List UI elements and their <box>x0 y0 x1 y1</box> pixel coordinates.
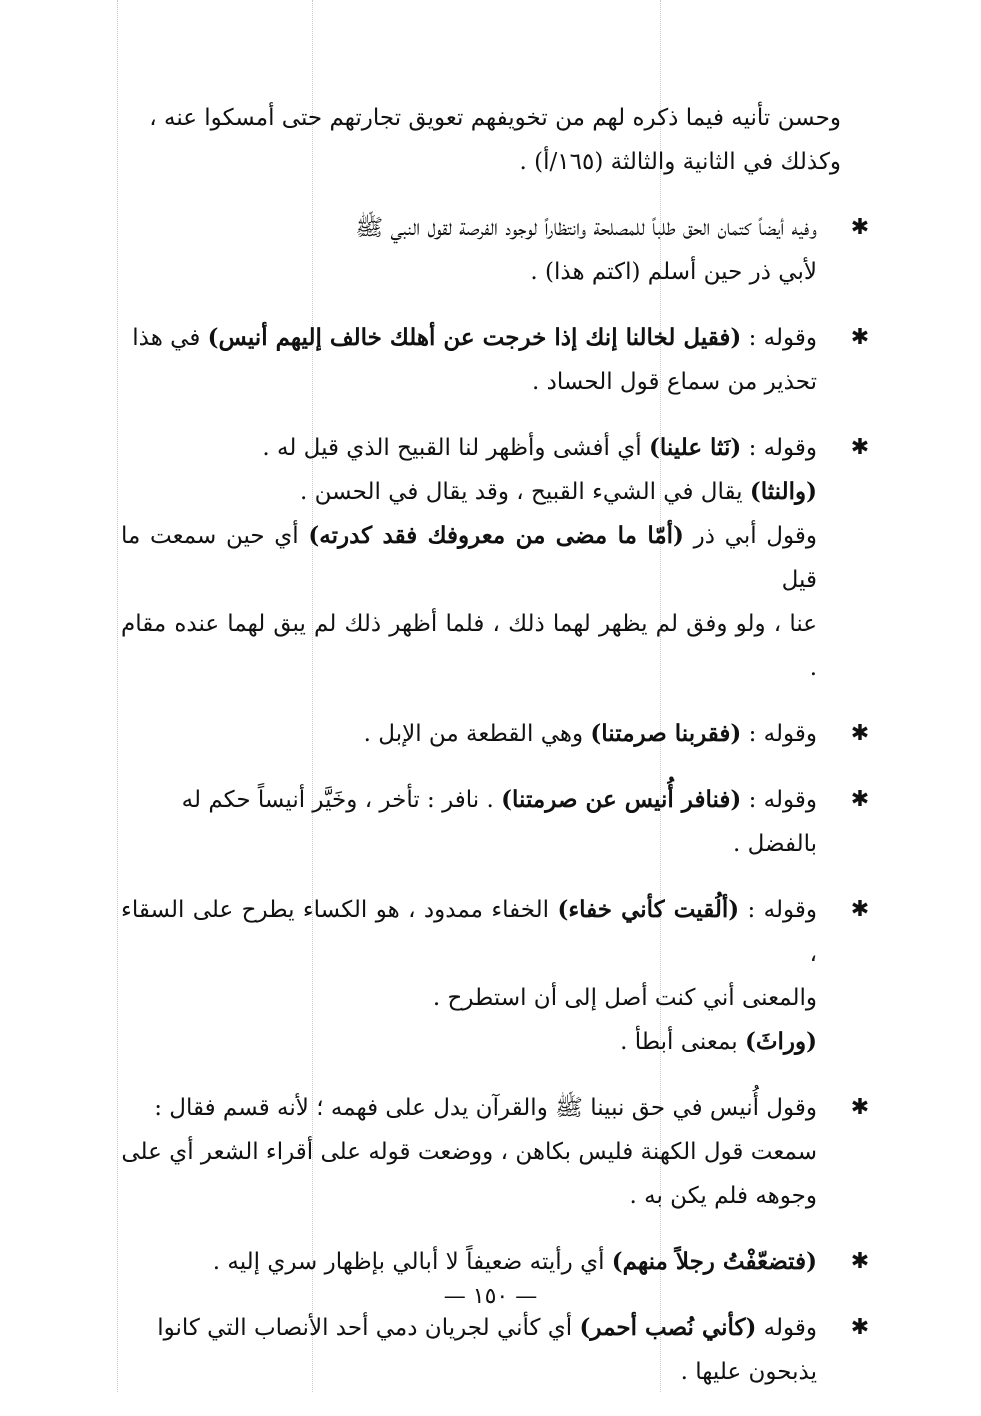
quoted-hadith-text: (والنثا) <box>749 478 817 505</box>
text-run: وقوله : <box>741 325 817 351</box>
scan-guide-line <box>117 0 118 1392</box>
quoted-hadith-text: (فقربنا صرمتنا) <box>590 720 742 747</box>
quoted-hadith-text: (نَثا علينا) <box>648 434 742 461</box>
text-line: لأبي ذر حين أسلم (اكتم هذا) . <box>530 259 817 285</box>
asterisk-bullet-icon: ✱ <box>850 787 870 812</box>
text-line <box>121 712 817 756</box>
text-run: وقول أبي ذر <box>683 523 817 549</box>
text-run: أي كأني لجريان دمي أحد الأنصاب التي كانوا <box>157 1315 580 1341</box>
paragraph <box>121 206 870 294</box>
text-run: وهي القطعة من الإبل . <box>363 721 591 747</box>
quoted-hadith-text: (فنافر أُنيس عن صرمتنا) <box>501 786 742 813</box>
paragraph <box>121 1306 870 1394</box>
text-run: في هذا <box>132 325 208 351</box>
text-run: أي حين سمعت ما قيل <box>121 523 817 593</box>
asterisk-bullet-icon: ✱ <box>850 325 870 350</box>
paragraph <box>121 1240 870 1284</box>
quoted-hadith-text: (كأني نُصب أحمر) <box>579 1314 757 1341</box>
paragraph <box>121 96 841 184</box>
paragraph <box>121 316 870 404</box>
quoted-hadith-text: (وراثَ) <box>744 1028 817 1055</box>
text-line: يذبحون عليها . <box>680 1359 817 1385</box>
text-line: تحذير من سماع قول الحساد . <box>531 369 817 395</box>
text-line: سمعت قول الكهنة فليس بكاهن ، ووضعت قوله على أقراء الشعر أي على <box>121 1139 817 1165</box>
asterisk-bullet-icon: ✱ <box>850 897 870 922</box>
asterisk-bullet-icon: ✱ <box>850 1249 870 1274</box>
text-run: . نافر : تأخر ، وخَيَّر أنيساً حكم له <box>181 787 502 813</box>
text-line: وجوهه فلم يكن به . <box>629 1183 817 1209</box>
text-run: وقوله : <box>741 721 817 747</box>
text-line: وحسن تأنيه فيما ذكره لهم من تخويفهم تعويق تجارتهم حتى أمسكوا عنه ، <box>149 105 841 131</box>
text-line: وقول أُنيس في حق نبينا ﷺ والقرآن يدل على فهمه ؛ لأنه قسم فقال : <box>154 1095 817 1121</box>
asterisk-bullet-icon: ✱ <box>850 1315 870 1340</box>
quoted-hadith-text: (فتضعّفْتُ رجلاً منهم) <box>611 1248 817 1275</box>
text-line: بالفضل . <box>732 831 817 857</box>
text-line <box>121 426 817 470</box>
paragraph <box>121 712 870 756</box>
paragraph <box>121 426 870 690</box>
page-number: — ١٥٠ — <box>443 1284 538 1309</box>
text-line: عنا ، ولو وفق لم يظهر لهما ذلك ، فلما أظهر ذلك لم يبق لهما عنده مقام . <box>121 611 817 681</box>
text-run: أي رأيته ضعيفاً لا أبالي بإظهار سري إليه . <box>212 1249 612 1275</box>
text-line <box>121 1020 817 1064</box>
asterisk-bullet-icon: ✱ <box>850 1095 870 1120</box>
text-line <box>121 1306 817 1350</box>
text-line <box>121 1240 817 1284</box>
text-line: والمعنى أني كنت أصل إلى أن استطرح . <box>432 985 817 1011</box>
text-run: الخفاء ممدود ، هو الكساء يطرح على السقاء ، <box>121 897 817 967</box>
text-line: وكذلك في الثانية والثالثة (١٦٥/أ) . <box>519 149 841 175</box>
body-text <box>121 96 870 1416</box>
text-run: يقال في الشيء القبيح ، وقد يقال في الحسن . <box>300 479 750 505</box>
text-line <box>121 888 817 976</box>
text-run: وقوله : <box>741 435 817 461</box>
text-run: وقوله : <box>741 787 817 813</box>
quoted-hadith-text: (ألُقيت كأني خفاء) <box>557 896 740 923</box>
paragraph <box>121 1086 870 1218</box>
asterisk-bullet-icon: ✱ <box>850 721 870 746</box>
text-line <box>121 470 817 514</box>
text-run: بمعنى أبطأ . <box>620 1029 745 1055</box>
quoted-hadith-text: (فقيل لخالنا إنك إذا خرجت عن أهلك خالف إليهم أنيس) <box>207 324 742 351</box>
asterisk-bullet-icon: ✱ <box>850 215 870 240</box>
text-run: وقوله : <box>739 897 817 923</box>
paragraph <box>121 888 870 1064</box>
text-line <box>121 514 817 602</box>
quoted-hadith-text: (أمّا ما مضى من معروفك فقد كدرته) <box>308 522 684 549</box>
text-run: أي أفشى وأظهر لنا القبيح الذي قيل له . <box>262 435 649 461</box>
asterisk-bullet-icon: ✱ <box>850 435 870 460</box>
text-line <box>121 316 817 360</box>
text-line: وفيه أيضاً كتمان الحق طلباً للمصلحة وانتظاراً لوجود الفرصة لقول النبي ﷺ <box>355 215 817 241</box>
text-line <box>121 778 817 822</box>
text-run: وقوله <box>756 1315 817 1341</box>
paragraph <box>121 778 870 866</box>
